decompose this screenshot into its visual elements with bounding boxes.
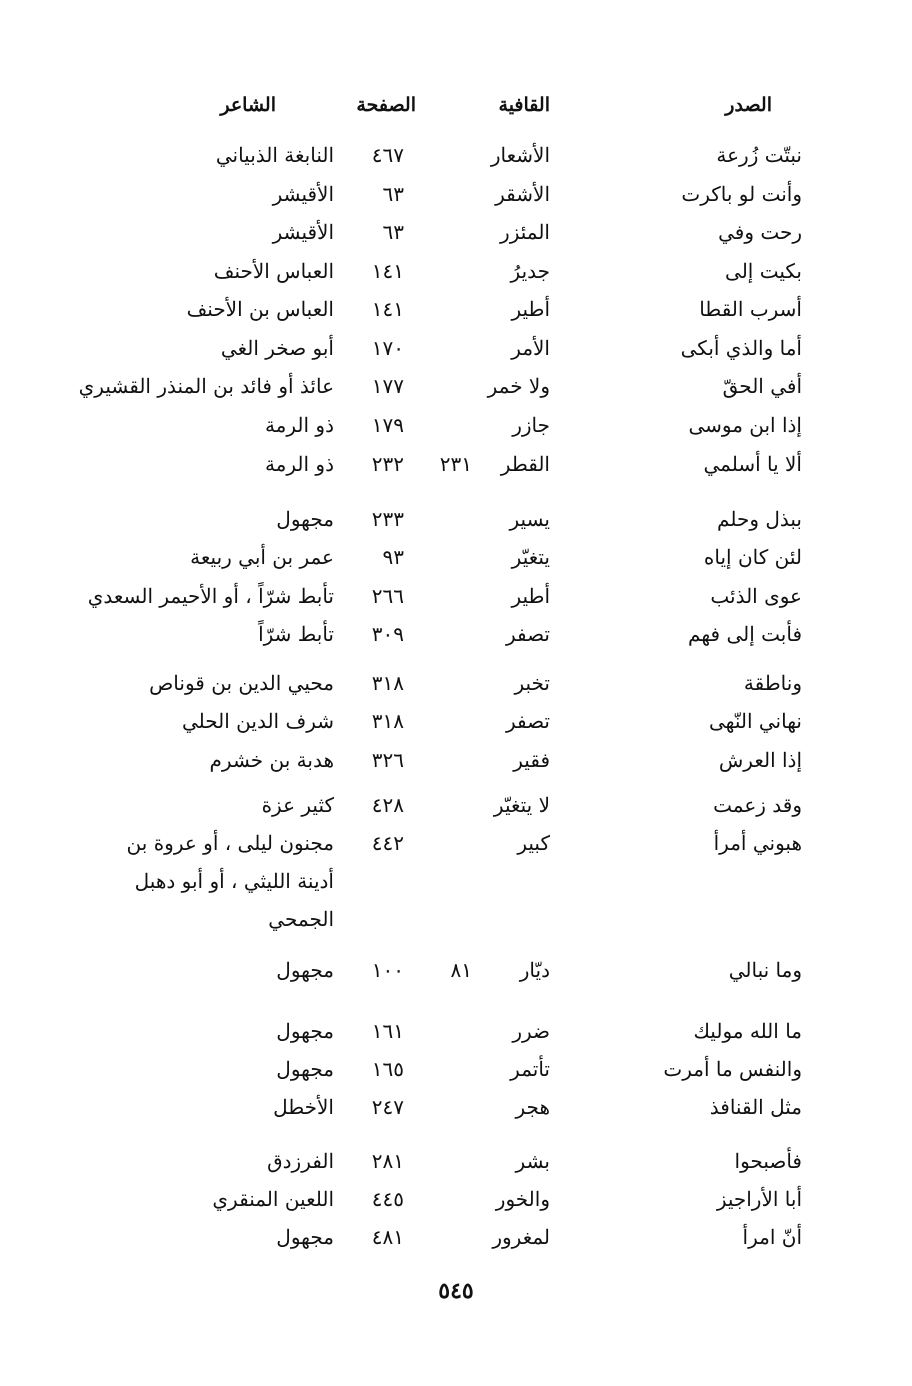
row-page: ٣١٨	[371, 671, 404, 695]
row-sadr: أما والذي أبكى	[680, 336, 802, 360]
row-sadr: رحت وفي	[718, 220, 802, 244]
row-page: ٣٠٩	[371, 622, 404, 646]
row-sadr: أنّ امرأ	[742, 1225, 802, 1249]
row-page: ٢٨١	[371, 1149, 404, 1173]
row-page: ٤٤٥	[371, 1187, 404, 1211]
row-poet: تأبط شرّاً ، أو الأحيمر السعدي	[87, 584, 334, 608]
row-qafiya: ضرر	[512, 1019, 550, 1043]
row-qafiya: القطر	[500, 452, 550, 476]
row-qafiya: لمغرور	[492, 1225, 550, 1249]
row-qafiya: ديّار	[519, 958, 550, 982]
row-poet: الفرزدق	[267, 1149, 334, 1173]
row-page: ٢٤٧	[371, 1095, 404, 1119]
row-qafiya: أطير	[511, 297, 550, 321]
header-safha: الصفحة	[356, 94, 416, 116]
row-sadr: وما نبالي	[728, 958, 802, 982]
row-sadr: أسرب القطا	[699, 297, 802, 321]
row-page: ١٤١	[371, 259, 404, 283]
row-poet: هدبة بن خشرم	[209, 748, 334, 772]
row-poet: محيي الدين بن قوناص	[149, 671, 334, 695]
row-sadr: وناطقة	[743, 671, 802, 695]
row-qafiya: يتغيّر	[511, 545, 550, 569]
row-sadr: وقد زعمت	[713, 793, 802, 817]
row-page: ١٤١	[371, 297, 404, 321]
row-page: ٢٣٢	[371, 452, 404, 476]
row-poet: عائذ أو فائد بن المنذر القشيري	[78, 374, 334, 398]
row-poet: عمر بن أبي ربيعة	[190, 545, 334, 569]
row-poet: العباس بن الأحنف	[186, 297, 334, 321]
row-sadr: أبا الأراجيز	[716, 1187, 802, 1211]
row-sadr: مثل القنافذ	[709, 1095, 802, 1119]
row-qafiya: تصفر	[505, 709, 550, 733]
row-poet: كثير عزة	[261, 793, 334, 817]
row-sadr: هبوني أمرأ	[713, 831, 802, 855]
row-sadr: نهاني النّهى	[708, 709, 802, 733]
row-page: ٤٨١	[371, 1225, 404, 1249]
row-alt-page: ٢٣١	[439, 452, 472, 476]
row-sadr: فأصبحوا	[734, 1149, 802, 1173]
row-sadr: عوى الذئب	[710, 584, 802, 608]
row-poet: الأقيشر	[272, 220, 334, 244]
row-sadr: ما الله موليك	[693, 1019, 802, 1043]
row-page: ١٧٧	[371, 374, 404, 398]
row-poet: النابغة الذبياني	[215, 143, 334, 167]
row-qafiya: الأمر	[511, 336, 550, 360]
row-page: ٦٣	[382, 182, 404, 206]
header-qafiya: القافية	[498, 94, 550, 116]
header-shaer: الشاعر	[220, 94, 276, 116]
row-sadr: لئن كان إياه	[703, 545, 802, 569]
row-page: ٢٦٦	[371, 584, 404, 608]
row-poet: أدينة الليثي ، أو أبو دهبل	[134, 869, 334, 893]
row-qafiya: تصفر	[505, 622, 550, 646]
row-poet: الأخطل	[273, 1095, 334, 1119]
row-poet: أبو صخر الغي	[220, 336, 334, 360]
row-sadr: ببذل وحلم	[717, 507, 802, 531]
row-qafiya: هجر	[515, 1095, 550, 1119]
row-poet: تأبط شرّاً	[258, 622, 334, 646]
row-sadr: نبتّت زُرعة	[716, 143, 802, 167]
row-page: ١٦٥	[371, 1057, 404, 1081]
row-page: ١٧٠	[371, 336, 404, 360]
row-poet: مجهول	[276, 1019, 334, 1043]
row-page: ١٦١	[371, 1019, 404, 1043]
row-alt-page: ٨١	[450, 958, 472, 982]
row-poet: مجهول	[276, 507, 334, 531]
row-sadr: أفي الحقّ	[722, 374, 802, 398]
row-sadr: فأبت إلى فهم	[688, 622, 802, 646]
row-poet: مجهول	[276, 958, 334, 982]
row-qafiya: الأشعار	[490, 143, 550, 167]
row-qafiya: أطير	[511, 584, 550, 608]
row-qafiya: المئزر	[500, 220, 550, 244]
row-qafiya: تأتمر	[510, 1057, 550, 1081]
row-poet: ذو الرمة	[264, 452, 334, 476]
row-sadr: ألا يا أسلمي	[703, 452, 802, 476]
row-page: ٦٣	[382, 220, 404, 244]
row-poet: اللعين المنقري	[212, 1187, 334, 1211]
row-page: ٢٣٣	[371, 507, 404, 531]
row-page: ٤٢٨	[371, 793, 404, 817]
row-sadr: إذا العرش	[718, 748, 802, 772]
row-qafiya: يسير	[509, 507, 550, 531]
row-sadr: إذا ابن موسى	[688, 413, 802, 437]
row-qafiya: والخور	[495, 1187, 550, 1211]
row-qafiya: فقير	[513, 748, 550, 772]
row-page: ٣١٨	[371, 709, 404, 733]
row-qafiya: كبير	[517, 831, 550, 855]
row-page: ١٠٠	[371, 958, 404, 982]
row-poet: الأقيشر	[272, 182, 334, 206]
row-qafiya: بشر	[515, 1149, 550, 1173]
row-sadr: وأنت لو باكرت	[681, 182, 802, 206]
row-qafiya: جديرُ	[510, 259, 550, 283]
row-page: ٤٤٢	[371, 831, 404, 855]
row-poet: مجهول	[276, 1225, 334, 1249]
row-qafiya: تخبر	[514, 671, 550, 695]
row-qafiya: الأشقر	[495, 182, 550, 206]
row-poet: العباس الأحنف	[213, 259, 334, 283]
header-sadr: الصدر	[725, 94, 772, 116]
row-poet: شرف الدين الحلي	[181, 709, 334, 733]
row-page: ١٧٩	[371, 413, 404, 437]
row-qafiya: جازر	[512, 413, 550, 437]
row-poet: ذو الرمة	[264, 413, 334, 437]
row-qafiya: ولا خمر	[487, 374, 550, 398]
row-sadr: والنفس ما أمرت	[663, 1057, 802, 1081]
row-page: ٩٣	[382, 545, 404, 569]
page-number: ٥٤٥	[438, 1278, 474, 1304]
row-poet: مجهول	[276, 1057, 334, 1081]
row-poet: الجمحي	[268, 907, 334, 931]
row-qafiya: لا يتغيّر	[493, 793, 550, 817]
row-page: ٣٢٦	[371, 748, 404, 772]
row-sadr: بكيت إلى	[725, 259, 802, 283]
row-poet: مجنون ليلى ، أو عروة بن	[126, 831, 334, 855]
row-page: ٤٦٧	[371, 143, 404, 167]
